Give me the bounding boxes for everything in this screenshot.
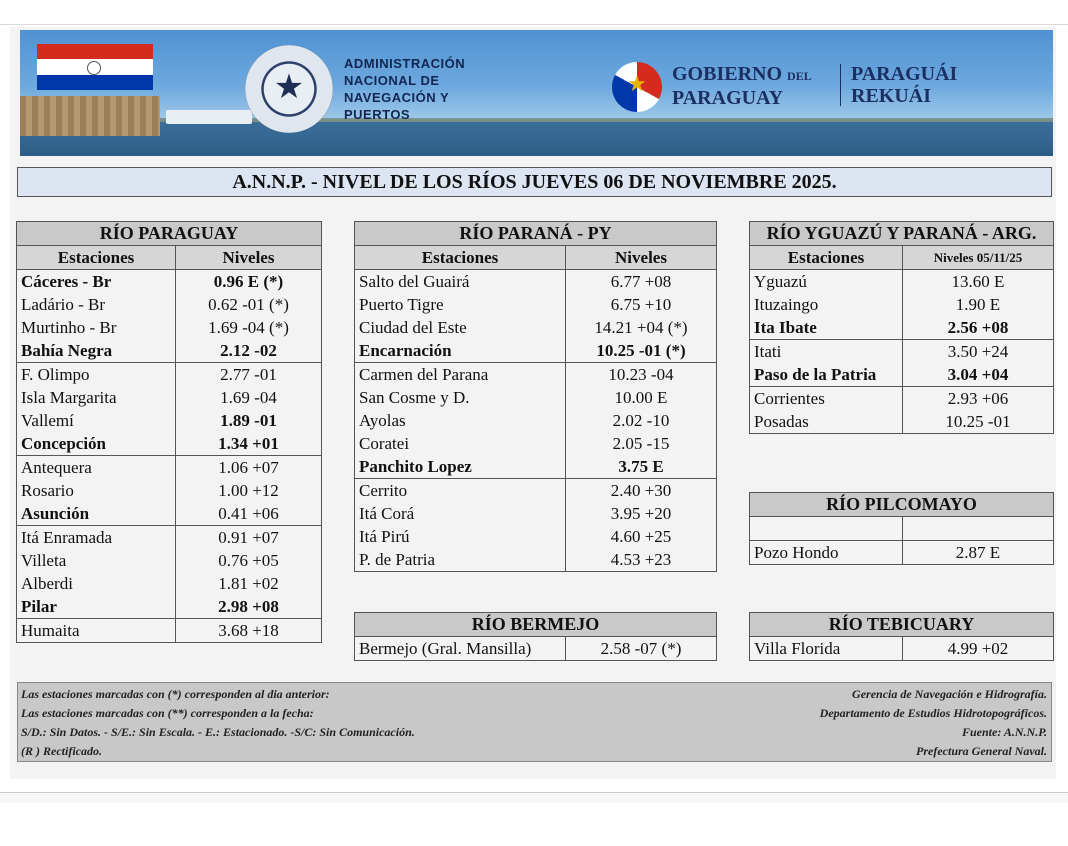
level: 2.12 -02 — [176, 339, 322, 363]
table-title: RÍO BERMEJO — [355, 613, 717, 637]
level: 0.41 +06 — [176, 502, 322, 526]
table-row — [17, 363, 322, 387]
station: Yguazú — [750, 270, 903, 294]
table-rio-bermejo — [354, 612, 717, 661]
table-rio-paraguay — [16, 221, 322, 643]
level: 4.60 +25 — [566, 525, 717, 548]
level: 3.68 +18 — [176, 619, 322, 643]
level: 14.21 +04 (*) — [566, 316, 717, 339]
level: 10.23 -04 — [566, 363, 717, 387]
station: Ciudad del Este — [355, 316, 566, 339]
gov-del: DEL — [787, 69, 812, 83]
agency-line: NACIONAL DE — [344, 73, 440, 88]
river-water — [20, 122, 1053, 156]
table-row — [17, 339, 322, 363]
level: 2.56 +08 — [903, 316, 1054, 340]
table-row — [750, 410, 1054, 434]
table-row — [355, 637, 717, 661]
footer-right — [820, 685, 1047, 761]
divider — [840, 64, 841, 106]
top-divider — [0, 24, 1068, 25]
station: Pilar — [17, 595, 176, 619]
table-row — [750, 387, 1054, 411]
table-row — [17, 549, 322, 572]
level: 2.98 +08 — [176, 595, 322, 619]
column-header: Niveles — [566, 246, 717, 270]
station: Corrientes — [750, 387, 903, 411]
level: 3.95 +20 — [566, 502, 717, 525]
table-row — [355, 293, 717, 316]
report-title: A.N.N.P. - NIVEL DE LOS RÍOS JUEVES 06 DE NOVIEMBRE 2025. — [17, 167, 1052, 197]
gov-line2: PARAGUAY — [672, 87, 784, 109]
station: Paso de la Patria — [750, 363, 903, 387]
government-guarani-name — [851, 63, 957, 107]
table-title: RÍO PILCOMAYO — [750, 493, 1054, 517]
table-title: RÍO YGUAZÚ Y PARANÁ - ARG. — [750, 222, 1054, 246]
station: Antequera — [17, 456, 176, 480]
station: Itati — [750, 340, 903, 364]
note-line: (R ) Rectificado. — [21, 744, 102, 758]
level: 0.76 +05 — [176, 549, 322, 572]
station: Salto del Guairá — [355, 270, 566, 294]
level: 4.53 +23 — [566, 548, 717, 572]
level: 2.77 -01 — [176, 363, 322, 387]
column-header: Estaciones — [750, 246, 903, 270]
level: 10.25 -01 (*) — [566, 339, 717, 363]
level: 1.81 +02 — [176, 572, 322, 595]
station: San Cosme y D. — [355, 386, 566, 409]
footer-notes — [17, 682, 1052, 762]
station: Pozo Hondo — [750, 541, 903, 565]
level: 3.75 E — [566, 455, 717, 479]
level: 2.93 +06 — [903, 387, 1054, 411]
agency-line: NAVEGACIÓN Y — [344, 90, 450, 105]
table-row — [17, 432, 322, 456]
table-row — [17, 572, 322, 595]
level: 10.25 -01 — [903, 410, 1054, 434]
agency-line: PUERTOS — [344, 107, 411, 122]
station: Isla Margarita — [17, 386, 176, 409]
credit-line: Fuente: A.N.N.P. — [961, 725, 1047, 739]
credit-line: Gerencia de Navegación e Hidrografía. — [852, 687, 1047, 701]
station: Itá Corá — [355, 502, 566, 525]
table-row — [355, 525, 717, 548]
level: 10.00 E — [566, 386, 717, 409]
level: 6.75 +10 — [566, 293, 717, 316]
table-row — [750, 270, 1054, 294]
table-row — [17, 386, 322, 409]
station: Ladário - Br — [17, 293, 176, 316]
station: Asunción — [17, 502, 176, 526]
level: 1.34 +01 — [176, 432, 322, 456]
table-row — [355, 455, 717, 479]
station: Bahía Negra — [17, 339, 176, 363]
table-title: RÍO PARAGUAY — [17, 222, 322, 246]
level: 1.06 +07 — [176, 456, 322, 480]
footer-left — [21, 685, 415, 761]
station: Villa Florida — [750, 637, 903, 661]
level: 6.77 +08 — [566, 270, 717, 294]
level: 2.02 -10 — [566, 409, 717, 432]
credit-line: Departamento de Estudios Hidrotopográficos. — [819, 706, 1047, 720]
station: Itá Pirú — [355, 525, 566, 548]
table-row — [355, 270, 717, 294]
table-row — [355, 386, 717, 409]
station: Carmen del Parana — [355, 363, 566, 387]
station: Cáceres - Br — [17, 270, 176, 294]
level: 1.69 -04 — [176, 386, 322, 409]
level: 0.96 E (*) — [176, 270, 322, 294]
station: Puerto Tigre — [355, 293, 566, 316]
table-row — [355, 479, 717, 503]
table-row — [750, 293, 1054, 316]
table-row-empty — [750, 517, 1054, 541]
government-name — [672, 63, 812, 109]
table-title: RÍO PARANÁ - PY — [355, 222, 717, 246]
level: 3.50 +24 — [903, 340, 1054, 364]
level: 3.04 +04 — [903, 363, 1054, 387]
column-header: Estaciones — [17, 246, 176, 270]
dam-structure — [20, 96, 160, 136]
station: Coratei — [355, 432, 566, 455]
note-line: S/D.: Sin Datos. - S/E.: Sin Escala. - E.: Estacionado. -S/C: Sin Comunicación. — [21, 725, 415, 739]
station: Encarnación — [355, 339, 566, 363]
table-row — [750, 363, 1054, 387]
table-row — [750, 541, 1054, 565]
agency-name — [344, 55, 465, 123]
table-row — [355, 432, 717, 455]
column-header: Niveles — [176, 246, 322, 270]
table-row — [355, 339, 717, 363]
level: 4.99 +02 — [903, 637, 1054, 661]
table-row — [17, 409, 322, 432]
table-row — [750, 316, 1054, 340]
paraguay-flag-icon — [37, 44, 153, 90]
note-line: Las estaciones marcadas con (*) corresponden al dia anterior: — [21, 687, 330, 701]
level: 13.60 E — [903, 270, 1054, 294]
level: 2.40 +30 — [566, 479, 717, 503]
gov-line1: GOBIERNO — [672, 63, 783, 85]
station: Panchito Lopez — [355, 455, 566, 479]
station: Itá Enramada — [17, 526, 176, 550]
table-row — [750, 637, 1054, 661]
station: Concepción — [17, 432, 176, 456]
table-row — [17, 456, 322, 480]
gov-right1: PARAGUÁI — [851, 63, 958, 85]
table-rio-parana-py — [354, 221, 717, 572]
government-emblem-icon: ★ — [612, 62, 662, 112]
boat — [166, 110, 252, 124]
table-row — [17, 479, 322, 502]
level: 1.89 -01 — [176, 409, 322, 432]
level: 1.69 -04 (*) — [176, 316, 322, 339]
table-row — [17, 270, 322, 294]
sheet-tab-bar — [0, 792, 1068, 803]
level: 2.58 -07 (*) — [566, 637, 717, 661]
level: 2.87 E — [903, 541, 1054, 565]
level: 1.00 +12 — [176, 479, 322, 502]
table-row — [17, 595, 322, 619]
agency-line: ADMINISTRACIÓN — [344, 56, 466, 71]
table-row — [17, 502, 322, 526]
level: 0.62 -01 (*) — [176, 293, 322, 316]
level: 0.91 +07 — [176, 526, 322, 550]
column-header: Estaciones — [355, 246, 566, 270]
station: Alberdi — [17, 572, 176, 595]
table-row — [355, 363, 717, 387]
table-rio-yguazu-parana-arg — [749, 221, 1054, 434]
table-rio-tebicuary — [749, 612, 1054, 661]
gov-right2: REKUÁI — [851, 85, 932, 107]
station: Bermejo (Gral. Mansilla) — [355, 637, 566, 661]
station: Ita Ibate — [750, 316, 903, 340]
station: Vallemí — [17, 409, 176, 432]
table-row — [355, 409, 717, 432]
station: Cerrito — [355, 479, 566, 503]
table-row — [17, 619, 322, 643]
table-row — [17, 316, 322, 339]
note-line: Las estaciones marcadas con (**) corresponden a la fecha: — [21, 706, 314, 720]
station: Posadas — [750, 410, 903, 434]
station: Ayolas — [355, 409, 566, 432]
table-row — [355, 502, 717, 525]
station: Rosario — [17, 479, 176, 502]
level: 2.05 -15 — [566, 432, 717, 455]
table-row — [750, 340, 1054, 364]
level: 1.90 E — [903, 293, 1054, 316]
republic-seal-icon: ★ — [245, 45, 333, 133]
station: Humaita — [17, 619, 176, 643]
credit-line: Prefectura General Naval. — [916, 744, 1047, 758]
station: Ituzaingo — [750, 293, 903, 316]
table-rio-pilcomayo — [749, 492, 1054, 565]
station: F. Olimpo — [17, 363, 176, 387]
station: Villeta — [17, 549, 176, 572]
table-row — [17, 526, 322, 550]
station: P. de Patria — [355, 548, 566, 572]
table-title: RÍO TEBICUARY — [750, 613, 1054, 637]
station: Murtinho - Br — [17, 316, 176, 339]
column-header: Niveles 05/11/25 — [903, 246, 1054, 270]
table-row — [355, 316, 717, 339]
table-row — [355, 548, 717, 572]
table-row — [17, 293, 322, 316]
